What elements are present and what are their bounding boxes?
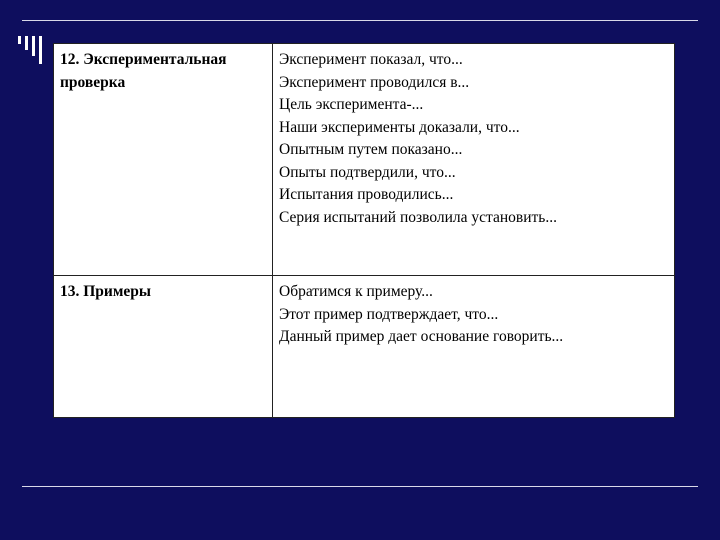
phrase-table-grid <box>53 43 675 418</box>
phrase-cell <box>273 44 675 276</box>
deco-bar <box>39 36 42 64</box>
deco-bar <box>18 36 21 44</box>
phrase-table <box>53 43 675 417</box>
deco-bar <box>32 36 35 56</box>
row-heading-cell <box>54 44 273 276</box>
phrase-line: Эксперимент проводился в... <box>279 73 470 91</box>
top-divider-line <box>22 20 698 21</box>
phrase-line: Опыты подтвердили, что... <box>279 163 456 181</box>
phrase-line: Цель эксперимента-... <box>279 96 424 113</box>
table-row <box>54 276 675 418</box>
phrase-line: Обратимся к примеру... <box>279 283 433 300</box>
phrase-line: Эксперимент показал, что... <box>279 51 463 68</box>
phrase-line: Этот пример подтверждает, что... <box>279 305 499 323</box>
table-row <box>54 44 675 276</box>
phrase-line: Наши эксперименты доказали, что... <box>279 118 520 136</box>
row-heading: 13. Примеры <box>60 283 152 300</box>
phrase-line: Опытным путем показано... <box>279 141 463 158</box>
phrase-line: Данный пример дает основание говорить... <box>279 328 564 345</box>
row-heading-cell <box>54 276 273 418</box>
phrase-cell <box>273 276 675 418</box>
deco-bar <box>25 36 28 50</box>
phrase-line: Серия испытаний позволила установить... <box>279 208 557 226</box>
bottom-divider-line <box>22 486 698 487</box>
slide-decoration-bars <box>18 36 58 76</box>
row-heading: 12. Экспериментальная проверка <box>60 51 227 91</box>
phrase-line: Испытания проводились... <box>279 186 454 203</box>
